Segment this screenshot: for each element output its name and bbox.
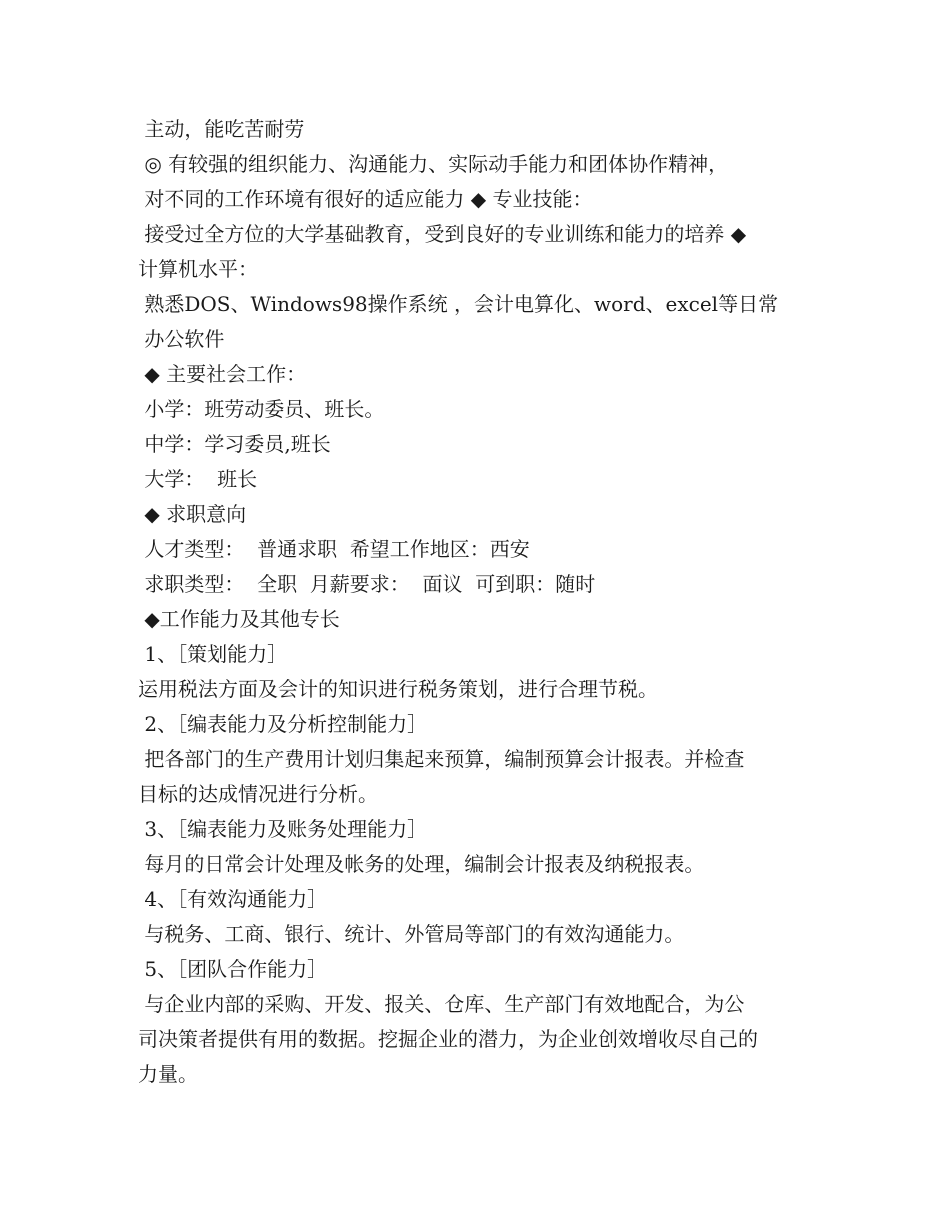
text-line: 熟悉DOS、Windows98操作系统 ，会计电算化、word、excel等日常 xyxy=(138,292,779,316)
list-item-heading: 3、［编表能力及账务处理能力］ xyxy=(138,817,428,841)
text-line: 大学： 班长 xyxy=(138,467,258,491)
text-line: ◎ 有较强的组织能力、沟通能力、实际动手能力和团体协作精神， xyxy=(138,152,729,176)
section-heading: ◆工作能力及其他专长 xyxy=(138,607,340,631)
text-line: 中学：学习委员,班长 xyxy=(138,432,331,456)
text-line: 与企业内部的采购、开发、报关、仓库、生产部门有效地配合，为公 xyxy=(138,992,745,1016)
section-heading: ◆ 求职意向 xyxy=(138,502,247,526)
list-item-heading: 5、［团队合作能力］ xyxy=(138,957,328,981)
text-line: 每月的日常会计处理及帐务的处理，编制会计报表及纳税报表。 xyxy=(138,852,705,876)
text-line: 力量。 xyxy=(138,1062,198,1086)
text-line: 把各部门的生产费用计划归集起来预算，编制预算会计报表。并检查 xyxy=(138,747,745,771)
text-line: 办公软件 xyxy=(138,327,225,351)
list-item-heading: 4、［有效沟通能力］ xyxy=(138,887,328,911)
text-line: 接受过全方位的大学基础教育，受到良好的专业训练和能力的培养 ◆ xyxy=(138,222,747,246)
text-line: 小学：班劳动委员、班长。 xyxy=(138,397,385,421)
text-line: 目标的达成情况进行分析。 xyxy=(138,782,378,806)
text-line: 求职类型： 全职 月薪要求： 面议 可到职：随时 xyxy=(138,572,596,596)
text-line: 主动，能吃苦耐劳 xyxy=(138,117,305,141)
text-line: 对不同的工作环境有很好的适应能力 ◆ 专业技能： xyxy=(138,187,593,211)
list-item-heading: 1、［策划能力］ xyxy=(138,642,288,666)
section-heading: ◆ 主要社会工作： xyxy=(138,362,307,386)
text-line: 司决策者提供有用的数据。挖掘企业的潜力，为企业创效增收尽自己的 xyxy=(138,1027,758,1051)
text-line: 计算机水平： xyxy=(138,257,258,281)
text-line: 与税务、工商、银行、统计、外管局等部门的有效沟通能力。 xyxy=(138,922,685,946)
text-line: 运用税法方面及会计的知识进行税务策划，进行合理节税。 xyxy=(138,677,658,701)
list-item-heading: 2、［编表能力及分析控制能力］ xyxy=(138,712,428,736)
text-line: 人才类型： 普通求职 希望工作地区：西安 xyxy=(138,537,530,561)
document-body xyxy=(138,112,818,1092)
